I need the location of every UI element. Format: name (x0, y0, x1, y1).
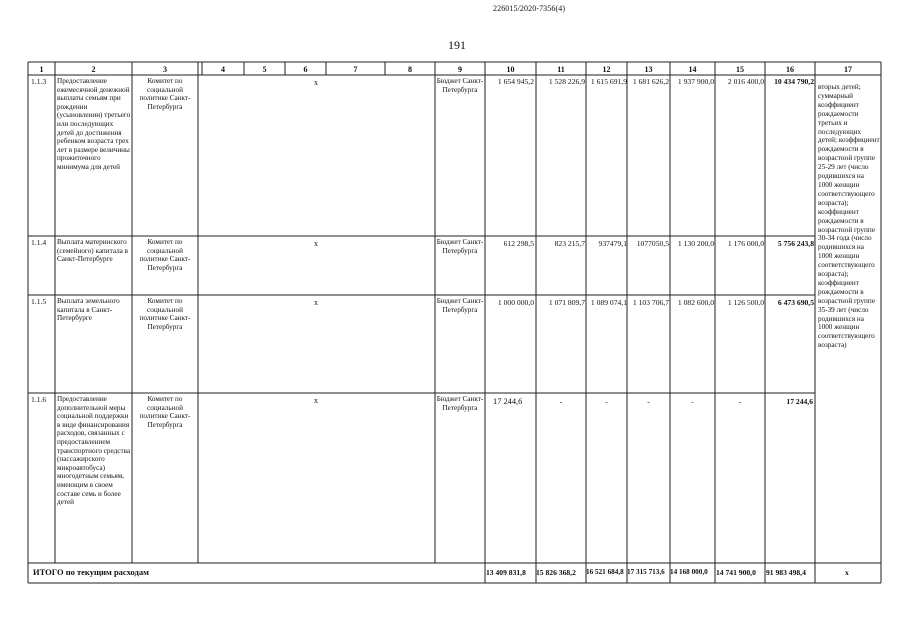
target-indicators: вторых детей; суммарный коэффициент рождаемости третьих и последующих детей; коэффициент рождаемости в возрастной группе 25-29 лет (число родившихся на 1000 женщин соответствующего возраста); коэффициент рождаемости в возрастной группе 30-34 года (число родившихся на 1000 женщин соответствующего возраста); коэффициент рождаемости в возрастной группе 35-39 лет (число родившихся на 1000 женщин соответствующего возраста) (818, 83, 880, 350)
total-col-14: 14 168 000,0 (670, 568, 708, 576)
header-col-15: 15 (736, 65, 744, 74)
header-col-12: 12 (602, 65, 611, 74)
header-col-11: 11 (557, 65, 565, 74)
funding-source: Бюджет Санкт-Петербурга (436, 395, 484, 412)
header-col-5: 5 (262, 65, 267, 74)
header-col-1: 1 (39, 65, 44, 74)
value-total: 6 473 690,5 (777, 299, 814, 307)
value-col-10: 1 000 000,0 (497, 299, 534, 307)
value-col-13: 1077050,5 (636, 240, 669, 248)
value-col-15: 2 016 400,0 (727, 78, 764, 86)
executor: Комитет по социальной политике Санкт-Петербурга (139, 297, 191, 331)
value-col-14: - (691, 398, 694, 406)
row-number: 1.1.6 (31, 395, 47, 404)
executor: Комитет по социальной политике Санкт-Петербурга (139, 395, 191, 429)
header-col-14: 14 (688, 65, 697, 74)
header-col-10: 10 (506, 65, 515, 74)
header-col-8: 8 (408, 65, 412, 74)
value-col-11: 823 215,7 (554, 240, 585, 248)
total-col-15: 14 741 900,0 (716, 568, 756, 577)
executor: Комитет по социальной политике Санкт-Петербурга (139, 77, 191, 111)
header-col-9: 9 (458, 65, 462, 74)
document-number: 226015/2020-7356(4) (493, 4, 566, 13)
header-col-6: 6 (303, 65, 308, 74)
value-total: 17 244,6 (786, 398, 813, 406)
total-col-17: х (845, 568, 849, 577)
value-col-10: 612 298,5 (503, 240, 534, 248)
value-total: 10 434 790,2 (774, 78, 814, 86)
measure-name: Выплата земельного капитала в Санкт-Петербурге (57, 297, 120, 323)
total-col-13: 17 315 713,6 (627, 568, 665, 576)
funding-source: Бюджет Санкт-Петербурга (436, 297, 484, 314)
value-col-15: 1 126 500,0 (727, 299, 764, 307)
value-col-11: 1 528 226,9 (548, 78, 585, 86)
row-number: 1.1.4 (31, 238, 47, 247)
header-col-2: 2 (91, 65, 96, 74)
value-col-14: 1 937 900,0 (677, 78, 714, 86)
funding-source: Бюджет Санкт-Петербурга (436, 238, 484, 255)
value-total: 5 756 243,8 (777, 240, 814, 248)
total-label: ИТОГО по текущим расходам (33, 567, 149, 577)
mark-x: х (314, 78, 318, 87)
page-number: 191 (448, 38, 466, 52)
total-col-10: 13 409 831,8 (486, 568, 526, 577)
value-col-15: 1 176 000,0 (727, 240, 764, 248)
mark-x: х (314, 239, 318, 248)
value-col-13: 1 681 626,2 (632, 78, 669, 86)
value-col-11: - (559, 398, 563, 406)
value-col-14: 1 130 200,0 (677, 240, 714, 248)
header-col-13: 13 (644, 65, 653, 74)
value-col-13: 1 103 706,7 (632, 299, 669, 307)
header-col-17: 17 (844, 65, 852, 74)
funding-source: Бюджет Санкт-Петербурга (436, 77, 484, 94)
header-col-3: 3 (163, 65, 167, 74)
header-col-4: 4 (221, 65, 225, 74)
measure-name: Выплата материнского (семейного) капитала в Санкт-Петербурге (57, 238, 129, 264)
mark-x: х (314, 396, 318, 405)
value-col-11: 1 071 809,7 (548, 299, 585, 307)
value-col-12: 1 615 691,9 (590, 78, 627, 86)
value-col-15: - (738, 398, 742, 406)
value-col-10: 1 654 945,2 (497, 78, 534, 86)
value-col-12: 937479,1 (598, 240, 627, 248)
value-col-12: - (605, 398, 608, 406)
value-col-10: 17 244,6 (493, 398, 523, 406)
row-number: 1.1.5 (31, 297, 47, 306)
measure-name: Предоставление дополнительной меры социальной поддержки в виде финансирования расходов, связанных с предоставлением транспортного средства (пассажирского микроавтобуса) многодетным семьям, имеющим в своем составе семь и более детей (57, 395, 131, 507)
value-col-14: 1 082 600,0 (677, 299, 714, 307)
header-col-16: 16 (786, 65, 794, 74)
total-col-11: 15 826 368,2 (536, 568, 576, 577)
header-col-7: 7 (353, 65, 358, 74)
total-col-16: 91 983 498,4 (766, 568, 806, 577)
row-number: 1.1.3 (31, 77, 47, 86)
mark-x: х (314, 298, 318, 307)
value-col-13: - (647, 398, 650, 406)
value-col-12: 1 089 074,1 (590, 299, 627, 307)
measure-name: Предоставление ежемесячной денежной выплаты семьям при рождении (усыновлении) третьего или последующих детей до достижения ребенком возраста трех лет в размере величины прожиточного минимума для детей (57, 77, 131, 171)
total-col-12: 16 521 684,8 (586, 568, 624, 576)
executor: Комитет по социальной политике Санкт-Петербурга (139, 238, 191, 272)
